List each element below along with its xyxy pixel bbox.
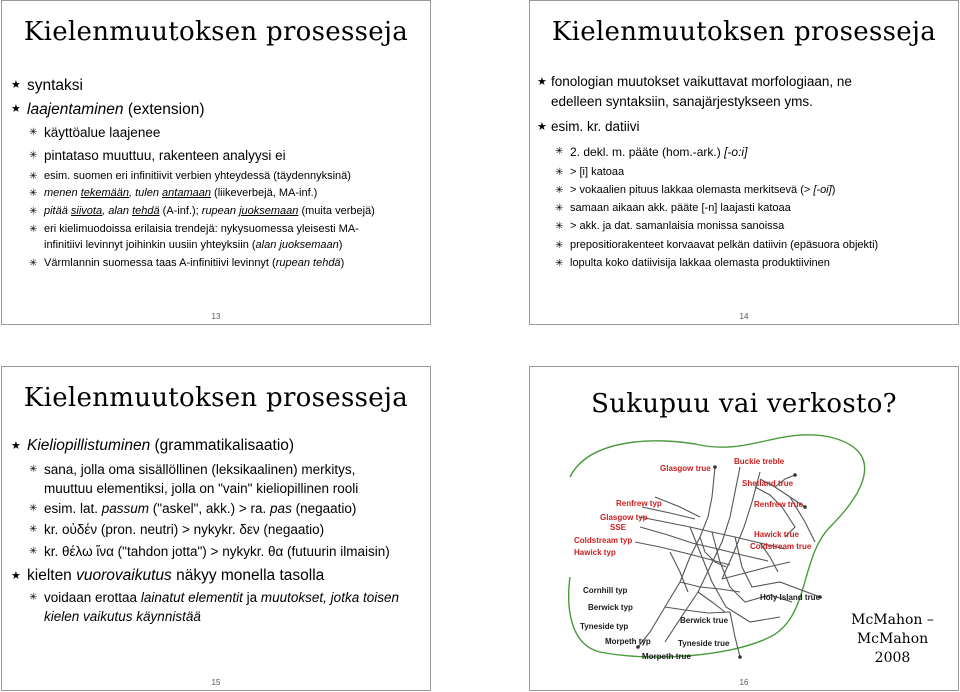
asterisk-bullet-icon: ✳ <box>29 171 38 182</box>
bullet-trends-1: eri kielimuodoissa erilaisia trendejä: nykysuomessa yleisesti MA- <box>44 223 359 235</box>
network-edges <box>635 467 820 657</box>
label-tyneside-typ: Tyneside typ <box>580 622 629 631</box>
bullet-length: > vokaalien pituus lakkaa olemasta merkitsevä (> [-oi]) <box>570 184 836 196</box>
asterisk-bullet-icon: ✳ <box>555 185 564 196</box>
bullet-a-inf: pitää siivota, alan tehdä (A-inf.); rupean juoksemaan (muita verbejä) <box>44 205 375 217</box>
bullet-varmland: Värmlannin suomessa taas A-infinitiivi levinnyt (rupean tehdä) <box>44 257 345 269</box>
bullet-phonology-2: edelleen syntaksiin, sanajärjestykseen yms. <box>551 94 813 109</box>
bullet-greek-neg: kr. οὐδέν (pron. neutri) > nykykr. δεν (negaatio) <box>44 522 325 537</box>
asterisk-bullet-icon: ✳ <box>555 240 564 251</box>
bullet-trends-2: infinitiivi levinnyt joihinkin uusiin yhteyksiin (alan juoksemaan) <box>44 239 343 251</box>
label-berwick-true: Berwick true <box>680 616 729 625</box>
asterisk-bullet-icon: ✳ <box>29 258 38 269</box>
bullet-scope: käyttöalue laajenee <box>44 125 161 140</box>
asterisk-bullet-icon: ✳ <box>29 224 38 235</box>
label-hawick-typ: Hawick typ <box>574 548 616 557</box>
bullet-phonology-1: fonologian muutokset vaikuttavat morfologiaan, ne <box>551 74 852 89</box>
page-number: 13 <box>211 312 221 321</box>
network-labels <box>574 457 821 661</box>
slide-16 <box>529 366 959 691</box>
slide-14 <box>529 0 959 325</box>
citation-line: McMahon <box>856 631 929 647</box>
label-buckie-treble: Buckie treble <box>734 457 785 466</box>
bullet-borrowed-1: voidaan erottaa lainatut elementit ja muutokset, jotka toisen <box>44 590 399 605</box>
asterisk-bullet-icon: ✳ <box>555 146 564 157</box>
asterisk-bullet-icon: ✳ <box>29 503 38 514</box>
star-bullet-icon: ★ <box>11 440 21 452</box>
bullet-borrowed-2: kielen vaikutus käynnistää <box>44 609 201 624</box>
bullet-greek-fut: kr. θέλω ἵνα ("tahdon jotta") > nykykr. θα (futuurin ilmaisin) <box>44 544 390 559</box>
star-bullet-icon: ★ <box>537 76 547 88</box>
star-bullet-icon: ★ <box>11 103 21 115</box>
citation-line: 2008 <box>874 650 911 666</box>
bullet-surface: pintataso muuttuu, rakenteen analyysi ei <box>44 148 286 163</box>
bullet-ma-inf: menen tekemään, tulen antamaan (liikeverbejä, MA-inf.) <box>44 187 318 199</box>
bullet-word-2: muuttuu elementiksi, jolla on "vain" kieliopillinen rooli <box>44 481 359 496</box>
label-tyneside-true: Tyneside true <box>678 639 730 648</box>
asterisk-bullet-icon: ✳ <box>29 546 38 557</box>
star-bullet-icon: ★ <box>537 121 547 133</box>
bullet-acc: samaan aikaan akk. pääte [-n] laajasti katoaa <box>570 202 791 214</box>
label-morpeth-typ: Morpeth typ <box>605 637 651 646</box>
label-cornhill-typ: Cornhill typ <box>583 586 628 595</box>
slide-13 <box>1 0 431 325</box>
label-shetland-true: Shetland true <box>742 479 794 488</box>
label-glasgow-true: Glasgow true <box>660 464 711 473</box>
asterisk-bullet-icon: ✳ <box>29 150 38 161</box>
asterisk-bullet-icon: ✳ <box>29 524 38 535</box>
bullet-example: esim. suomen eri infinitiivit verbien yhteydessä (täydennyksinä) <box>44 170 351 182</box>
asterisk-bullet-icon: ✳ <box>29 464 38 475</box>
bullet-dative: esim. kr. datiivi <box>551 119 640 134</box>
star-bullet-icon: ★ <box>11 570 21 582</box>
bullet-preposition: prepositiorakenteet korvaavat pelkän datiivin (epäsuora objekti) <box>570 239 879 251</box>
label-hawick-true: Hawick true <box>754 530 799 539</box>
bullet-decl: 2. dekl. m. pääte (hom.-ark.) [-o:i] <box>570 145 748 159</box>
star-bullet-icon: ★ <box>11 79 21 91</box>
slide-15 <box>1 366 431 691</box>
asterisk-bullet-icon: ✳ <box>29 127 38 138</box>
label-coldstream-typ: Coldstream typ <box>574 536 633 545</box>
bullet-latin: esim. lat. passum ("askel", akk.) > ra. pas (negaatio) <box>44 501 357 516</box>
bullet-acc-dat: > akk. ja dat. samanlaisia monissa sanoissa <box>570 220 785 232</box>
bullet-extension: laajentaminen (extension) <box>27 101 205 118</box>
bullet-word-1: sana, jolla oma sisällöllinen (leksikaalinen) merkitys, <box>44 462 356 477</box>
asterisk-bullet-icon: ✳ <box>555 203 564 214</box>
label-renfrew-typ: Renfrew typ <box>616 499 662 508</box>
page-number: 14 <box>739 312 749 321</box>
page-number: 15 <box>211 678 221 687</box>
label-glasgow-typ: Glasgow typ <box>600 513 648 522</box>
citation <box>830 611 955 668</box>
slide-title: Kielenmuutoksen prosesseja <box>23 17 409 47</box>
bullet-productive: lopulta koko datiivisija lakkaa olemasta produktiivinen <box>570 257 830 269</box>
asterisk-bullet-icon: ✳ <box>29 206 38 217</box>
bullet-grammaticalization: Kieliopillistuminen (grammatikalisaatio) <box>27 437 295 454</box>
slide-title: Kielenmuutoksen prosesseja <box>551 17 937 47</box>
bullet-syntax: syntaksi <box>27 77 83 94</box>
asterisk-bullet-icon: ✳ <box>29 592 38 603</box>
label-holy-island-true: Holy Island true <box>760 593 821 602</box>
bullet-i-lost: > [i] katoaa <box>570 166 625 178</box>
asterisk-bullet-icon: ✳ <box>555 167 564 178</box>
label-sse: SSE <box>610 523 627 532</box>
slide-title: Sukupuu vai verkosto? <box>591 389 897 419</box>
label-coldstream-true: Coldstream true <box>750 542 812 551</box>
bullet-interaction: kielten vuorovaikutus näkyy monella tasolla <box>27 567 325 584</box>
slide-title: Kielenmuutoksen prosesseja <box>23 383 409 413</box>
asterisk-bullet-icon: ✳ <box>29 188 38 199</box>
label-berwick-typ: Berwick typ <box>588 603 633 612</box>
page-number: 16 <box>739 678 749 687</box>
asterisk-bullet-icon: ✳ <box>555 258 564 269</box>
asterisk-bullet-icon: ✳ <box>555 221 564 232</box>
label-morpeth-true: Morpeth true <box>642 652 691 661</box>
citation-line: McMahon – <box>851 612 934 628</box>
label-renfrew-true: Renfrew true <box>754 500 803 509</box>
